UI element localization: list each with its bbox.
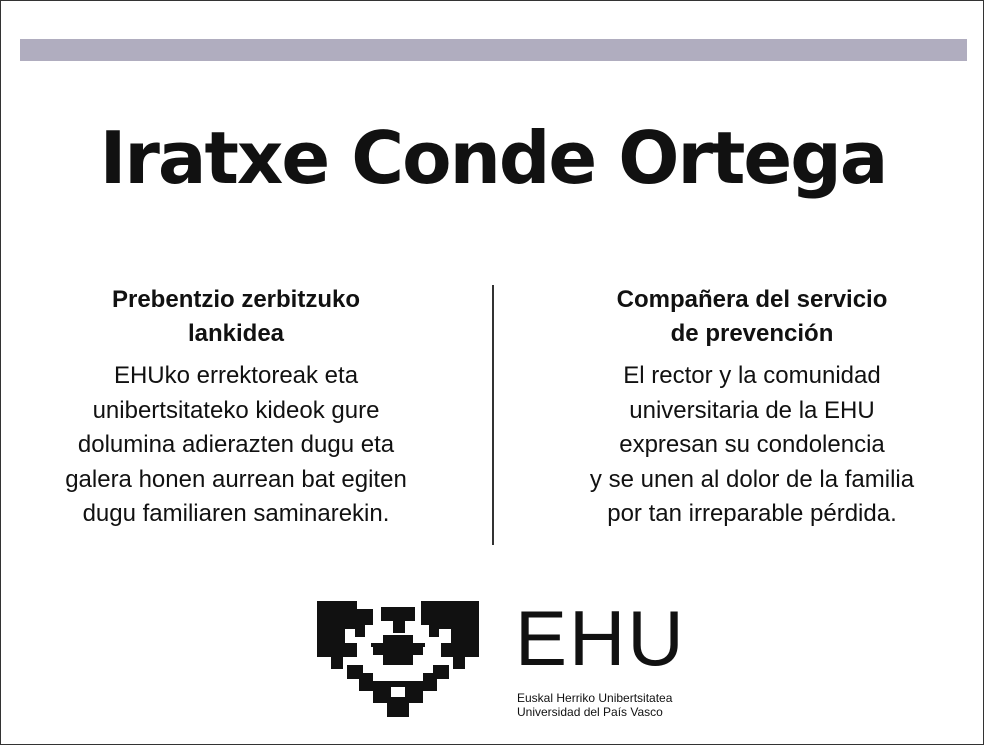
spanish-message (547, 359, 957, 532)
spanish-title-line: de prevención (670, 320, 834, 347)
ehu-wordmark: EHU (515, 594, 686, 682)
basque-column (31, 283, 441, 532)
top-decorative-bar (20, 39, 967, 61)
basque-title-line: lankidea (187, 320, 285, 347)
spanish-message-line: El rector y la comunidad (623, 362, 881, 389)
basque-message (31, 359, 441, 532)
spanish-message-line: y se unen al dolor de la familia (589, 465, 915, 493)
spanish-title-line: Compañera del servicio (616, 286, 888, 313)
column-divider (492, 285, 494, 545)
ehu-subtitle-spanish: Universidad del País Vasco (517, 705, 663, 719)
basque-message-line: galera honen aurrean bat egiten (65, 465, 407, 493)
spanish-title (547, 283, 957, 351)
ehu-subtitle-basque: Euskal Herriko Unibertsitatea (517, 691, 673, 705)
basque-title-line: Prebentzio zerbitzuko (111, 286, 361, 313)
basque-message-line: dugu familiaren saminarekin. (82, 500, 390, 527)
deceased-name: Iratxe Conde Ortega (99, 116, 887, 200)
ehu-emblem-icon (317, 599, 479, 717)
spanish-message-line: por tan irreparable pérdida. (607, 500, 897, 527)
basque-title (31, 283, 441, 351)
basque-message-line: EHUko errektoreak eta (113, 362, 359, 389)
ehu-logo (317, 594, 697, 719)
basque-message-line: unibertsitateko kideok gure (92, 396, 380, 424)
basque-message-line: dolumina adierazten dugu eta (77, 431, 395, 458)
spanish-column (547, 283, 957, 532)
spanish-message-line: expresan su condolencia (619, 431, 885, 458)
spanish-message-line: universitaria de la EHU (629, 396, 875, 424)
